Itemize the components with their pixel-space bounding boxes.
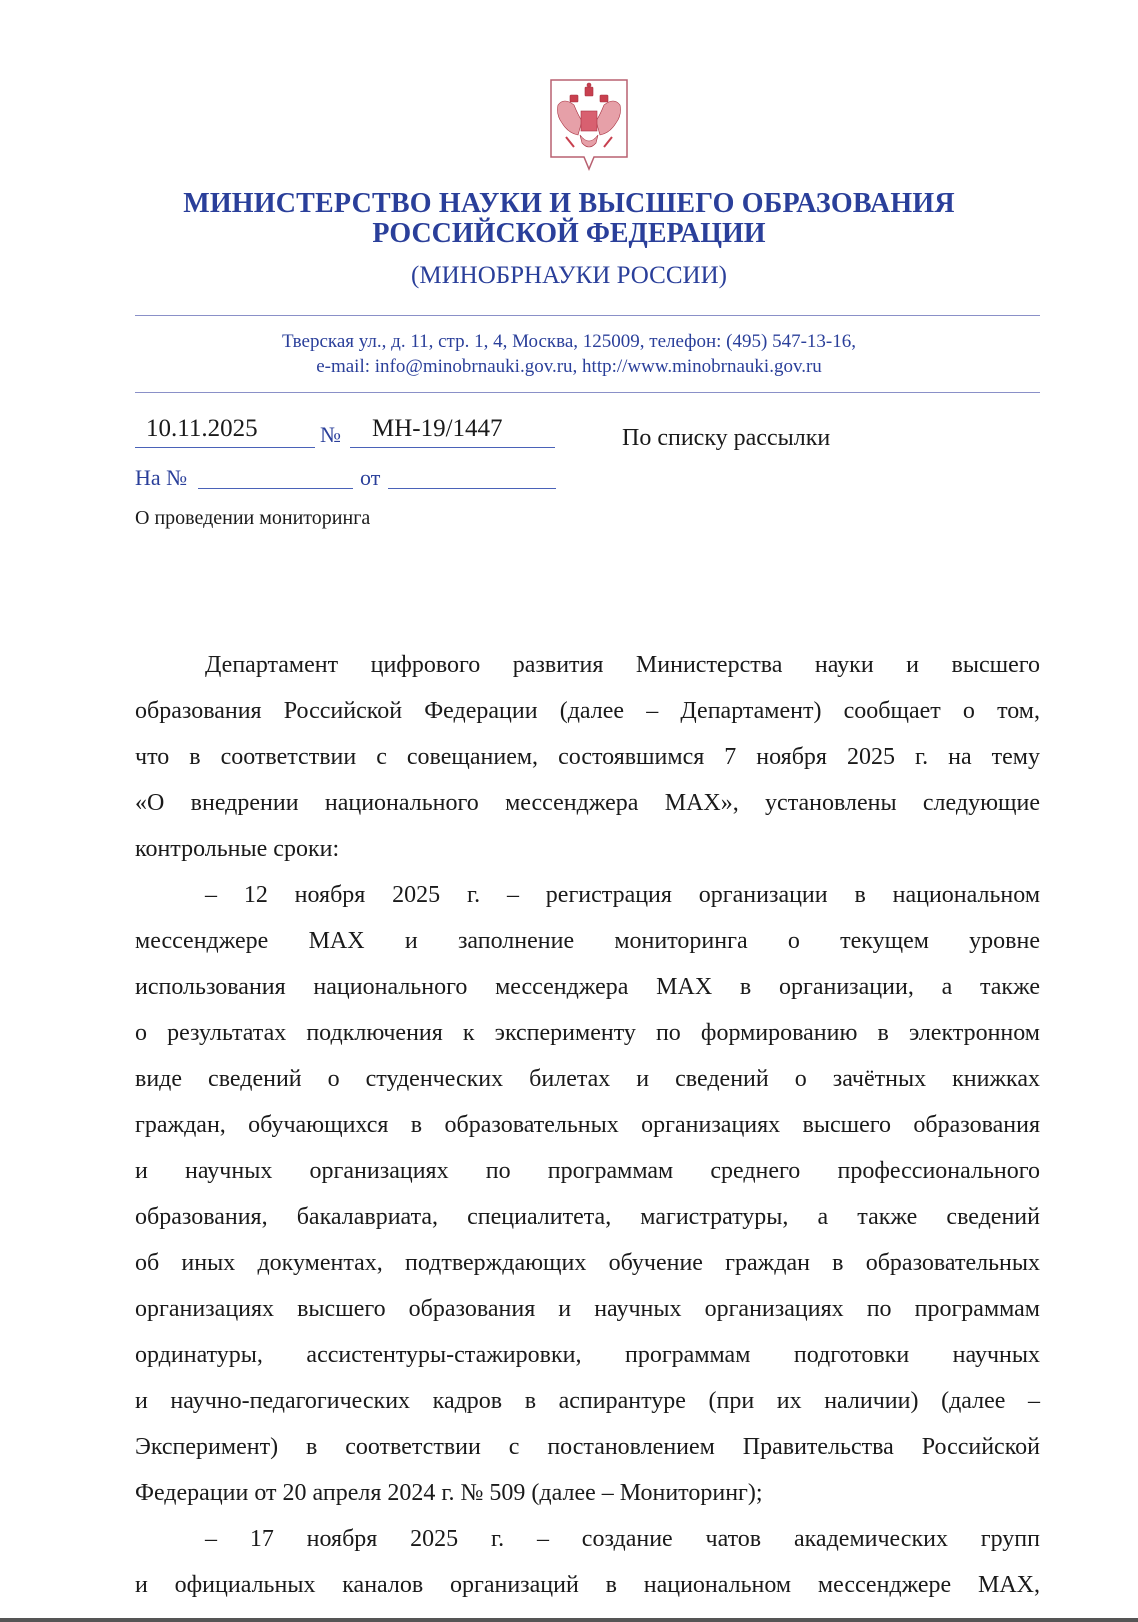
- body-line: образования Российской Федерации (далее – Департамент) сообщает о том,: [135, 698, 1040, 724]
- number-underline: [350, 447, 555, 448]
- document-number: МН-19/1447: [372, 415, 503, 442]
- body-line: и научных организациях по программам среднего профессионального: [135, 1158, 1040, 1184]
- body-line: – 12 ноября 2025 г. – регистрация организации в национальном: [205, 882, 1040, 908]
- body-line: использования национального мессенджера MAX в организации, а также: [135, 974, 1040, 1000]
- subject-line: О проведении мониторинга: [135, 507, 371, 529]
- header-divider-bottom: [135, 392, 1040, 393]
- reply-date-underline: [388, 488, 556, 489]
- contact-line: e-mail: info@minobrnauki.gov.ru, http://www.minobrnauki.gov.ru: [316, 356, 822, 377]
- body-line: и официальных каналов организаций в национальном мессенджере MAX,: [135, 1572, 1040, 1598]
- body-line: «О внедрении национального мессенджера MAX», установлены следующие: [135, 790, 1040, 816]
- body-line: Федерации от 20 апреля 2024 г. № 509 (далее – Мониторинг);: [135, 1480, 763, 1506]
- body-line: образования, бакалавриата, специалитета, магистратуры, а также сведений: [135, 1204, 1040, 1230]
- body-line: мессенджере MAX и заполнение мониторинга о текущем уровне: [135, 928, 1040, 954]
- ministry-name-line2: РОССИЙСКОЙ ФЕДЕРАЦИИ: [372, 218, 766, 249]
- body-line: что в соответствии с совещанием, состоявшимся 7 ноября 2025 г. на тему: [135, 744, 1040, 770]
- recipient: По списку рассылки: [622, 425, 831, 451]
- body-line: контрольные сроки:: [135, 836, 340, 862]
- body-line: – 17 ноября 2025 г. – создание чатов академических групп: [205, 1526, 1040, 1552]
- body-line: виде сведений о студенческих билетах и сведений о зачётных книжках: [135, 1066, 1040, 1092]
- reply-number-underline: [198, 488, 353, 489]
- reply-number-label: На №: [135, 465, 188, 490]
- reply-from-label: от: [360, 465, 381, 490]
- body-line: ординатуры, ассистентуры-стажировки, программам подготовки научных: [135, 1342, 1040, 1368]
- document-date: 10.11.2025: [146, 415, 258, 442]
- body-line: и научно-педагогических кадров в аспирантуре (при их наличии) (далее –: [135, 1388, 1040, 1414]
- coat-of-arms-icon: [548, 77, 630, 173]
- body-line: Департамент цифрового развития Министерства науки и высшего: [205, 652, 1040, 678]
- date-underline: [135, 447, 315, 448]
- page-bottom-border: [0, 1618, 1138, 1622]
- header-divider-top: [135, 315, 1040, 316]
- ministry-short-name: (МИНОБРНАУКИ РОССИИ): [411, 262, 727, 289]
- body-line: Эксперимент) в соответствии с постановлением Правительства Российской: [135, 1434, 1040, 1460]
- ministry-name-line1: МИНИСТЕРСТВО НАУКИ И ВЫСШЕГО ОБРАЗОВАНИЯ: [183, 188, 955, 219]
- address-line: Тверская ул., д. 11, стр. 1, 4, Москва, 125009, телефон: (495) 547-13-16,: [282, 331, 856, 352]
- body-line: организациях высшего образования и научных организациях по программам: [135, 1296, 1040, 1322]
- body-line: о результатах подключения к эксперименту по формированию в электронном: [135, 1020, 1040, 1046]
- body-line: об иных документах, подтверждающих обучение граждан в образовательных: [135, 1250, 1040, 1276]
- body-line: граждан, обучающихся в образовательных организациях высшего образования: [135, 1112, 1040, 1138]
- number-label: №: [320, 422, 341, 447]
